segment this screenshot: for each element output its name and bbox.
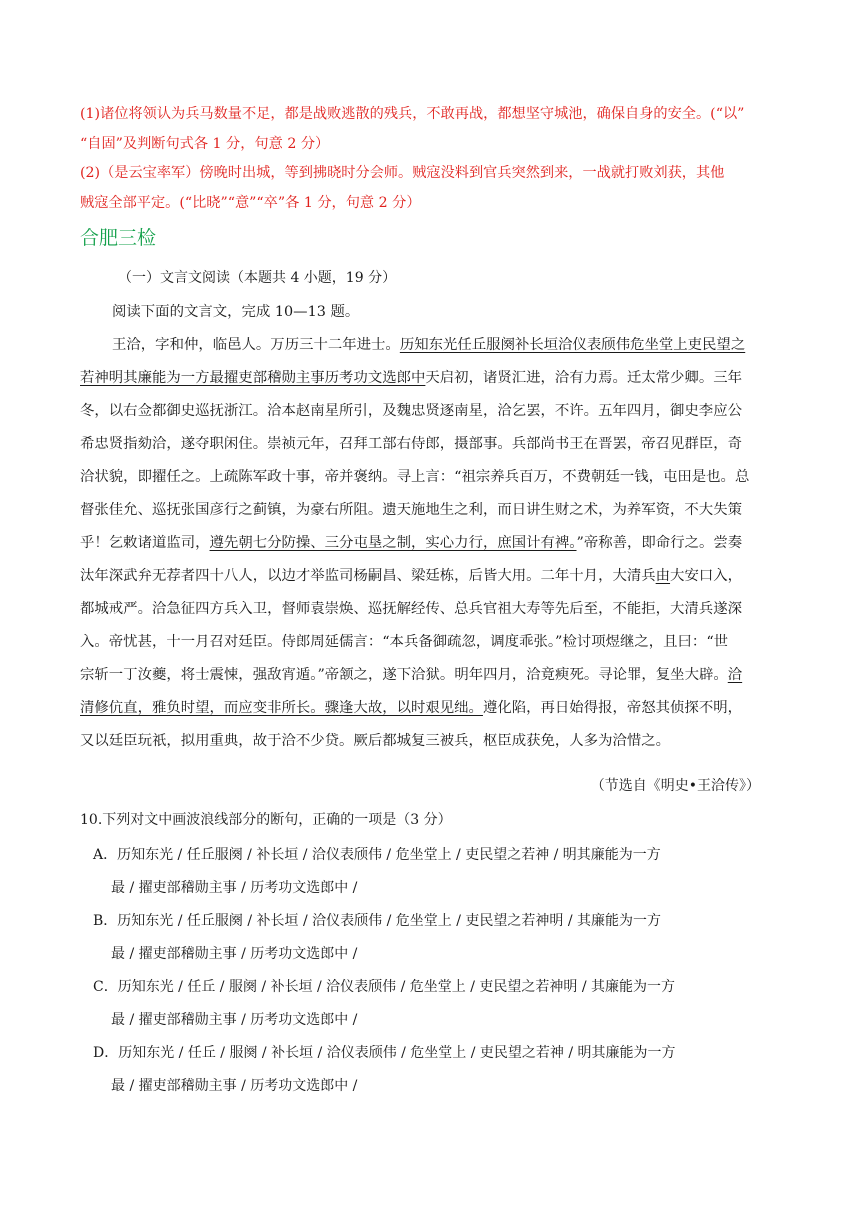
passage-text: 宗斩一丁汝夔，将士震悚，强敌宵遁。”帝颔之，遂下洽狱。明年四月，洽竟瘐死。寻论罪，复坐大辟。 (80, 667, 728, 683)
underlined-text: 清修伉直，雅负时望，而应变非所长。骤逢大故，以时艰见绌。 (80, 700, 483, 716)
passage-source: （节选自《明史•王洽传》） (590, 778, 760, 794)
option-d-line-2: 最 / 擢吏部稽勋主事 / 历考功文选郎中 / (111, 1078, 358, 1094)
passage-text: ”帝称善，即命行之。尝奏 (576, 535, 743, 551)
passage-line-12 (80, 698, 790, 718)
option-a-line-1: A．历知东光 / 任丘服阕 / 补长垣 / 洽仪表颀伟 / 危坐堂上 / 吏民望之若神 / 明其廉能为一方 (93, 847, 661, 863)
answer-2-line-1: (2)（是云宝率军）傍晚时出城，等到拂晓时分会师。贼寇没料到官兵突然到来，一战就打败刘获，其他 (80, 165, 725, 181)
answer-1-line-1: (1)诸位将领认为兵马数量不足，都是战败逃散的残兵，不敢再战，都想坚守城池，确保自身的安全。(“以” (80, 106, 745, 122)
section-title: （一）文言文阅读（本题共 4 小题，19 分） (118, 270, 397, 286)
wavy-underlined-text: 若神明其廉能为一方最擢吏部稽勋主事历考功文选郎中 (80, 370, 426, 386)
passage-text: 汰年深武弁无荐者四十八人，以边才举监司杨嗣昌、梁廷栋，后皆大用。二年十月，大清兵 (80, 568, 656, 584)
passage-line-5: 洽状貌，即擢任之。上疏陈军政十事，帝并褒纳。寻上言：“祖宗养兵百万，不费朝廷一钱，屯田是也。总 (80, 469, 750, 485)
answer-2-line-2: 贼寇全部平定。(“比晓”“意”“卒”各 1 分，句意 2 分） (80, 195, 421, 211)
passage-text: 天启初，诸贤汇进，洽有力焉。迁太常少卿。三年 (425, 370, 742, 386)
passage-text: 乎！乞敕诸道监司， (80, 535, 210, 551)
option-d-line-1: D．历知东光 / 任丘 / 服阕 / 补长垣 / 洽仪表颀伟 / 危坐堂上 / 吏民望之若神 / 明其廉能为一方 (93, 1045, 676, 1061)
section-heading: 合肥三检 (80, 227, 157, 249)
option-b-line-2: 最 / 擢吏部稽勋主事 / 历考功文选郎中 / (111, 946, 358, 962)
underlined-text: 洽 (727, 667, 743, 683)
wavy-underlined-text: 历知东光任丘服阕补长垣洽仪表颀伟危坐堂上吏民望之 (399, 337, 746, 353)
passage-line-13: 又以廷臣玩祇，拟用重典，故于洽不少贷。厥后都城复三被兵，枢臣成获免，人多为洽惜之。 (80, 733, 671, 749)
option-c-line-1: C．历知东光 / 任丘 / 服阕 / 补长垣 / 洽仪表颀伟 / 危坐堂上 / 吏民望之若神明 / 其廉能为一方 (93, 979, 676, 995)
passage-line-11 (80, 665, 790, 685)
passage-text: 大安口入， (670, 568, 743, 584)
passage-line-7 (80, 533, 790, 553)
option-c-line-2: 最 / 擢吏部稽勋主事 / 历考功文选郎中 / (111, 1012, 358, 1028)
passage-line-9: 都城戒严。洽急征四方兵入卫，督师袁崇焕、巡抚解经传、总兵官祖大寿等先后至，不能拒，大清兵遂深 (80, 601, 742, 617)
passage-line-2 (80, 368, 790, 388)
answer-1-line-2: “自固”及判断句式各 1 分，句意 2 分） (80, 136, 330, 152)
passage-line-8 (80, 566, 790, 586)
question-title: 10.下列对文中画波浪线部分的断句，正确的一项是（3 分） (80, 812, 452, 828)
option-a-line-2: 最 / 擢吏部稽勋主事 / 历考功文选郎中 / (111, 880, 358, 896)
passage-line-3: 冬，以右佥都御史巡抚浙江。洽本赵南星所引，及魏忠贤逐南星，洽乞罢，不许。五年四月，御史李应公 (80, 403, 742, 419)
passage-line-10: 入。帝忧甚，十一月召对廷臣。侍郎周延儒言：“本兵备御疏忽，调度乖张。”检讨项煜继之，且曰：“世 (80, 634, 729, 650)
instruction: 阅读下面的文言文，完成 10—13 题。 (112, 304, 360, 320)
passage-text: 遵化陷，再日始得报，帝怒其侦探不明， (482, 700, 742, 716)
passage-line-4: 希忠贤指劾洽，遂夺职闲住。崇祯元年，召拜工部右侍郎，摄部事。兵部尚书王在晋罢，帝召见群臣，奇 (80, 436, 742, 452)
passage-text: 王洽，字和仲，临邑人。万历三十二年进士。 (112, 337, 400, 353)
underlined-char: 由 (655, 568, 671, 584)
passage-line-1 (112, 335, 792, 355)
underlined-text: 遵先朝七分防操、三分屯垦之制，实心力行，庶国计有裨。 (209, 535, 577, 551)
option-b-line-1: B．历知东光 / 任丘服阕 / 补长垣 / 洽仪表颀伟 / 危坐堂上 / 吏民望之若神明 / 其廉能为一方 (93, 913, 661, 929)
passage-line-6: 督张佳允、巡抚张国彦行之蓟镇，为豪右所阻。遗天施地生之利，而日讲生财之术，为养军资，不大失策 (80, 502, 742, 518)
